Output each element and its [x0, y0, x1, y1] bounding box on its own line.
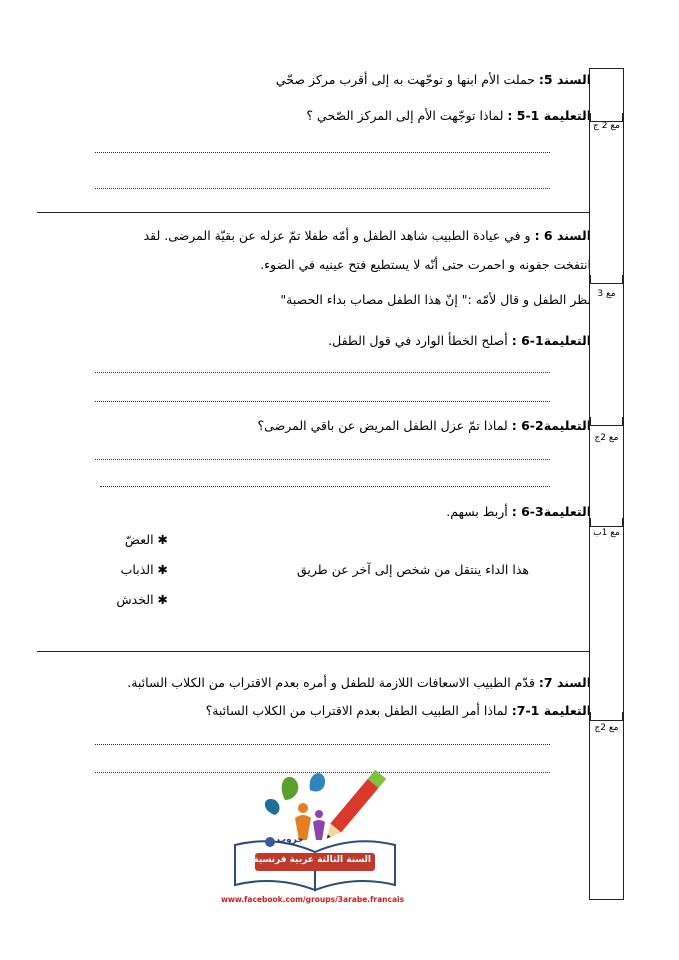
doc7-question-1 [206, 703, 591, 718]
grading-label: مع 2ج [594, 433, 619, 443]
facebook-icon [265, 837, 275, 847]
answer-line [100, 486, 550, 487]
answer-line [95, 459, 550, 460]
doc6-line-2: انتفخت جفونه و احمرت حتى أنّه لا يستطيع فتح عينيه في الضوء. [260, 257, 591, 272]
grading-column [589, 68, 624, 900]
answer-line [95, 401, 550, 402]
doc6-question-2 [258, 418, 591, 433]
leaf-icon [265, 799, 280, 815]
doc5-title: السند 5: [538, 72, 591, 87]
doc6-question-1 [328, 333, 591, 348]
doc6-line-3: نظر الطفل و قال لأمّه :" إنّ هذا الطفل مصاب بداء الحصبة" [280, 292, 591, 307]
section-divider [37, 212, 589, 213]
doc6-q2-label: التعليمة2-6 : [511, 418, 591, 433]
doc6-question-3 [446, 504, 591, 519]
figure-head-icon [315, 810, 323, 818]
doc7-line [127, 675, 591, 690]
doc6-text-1: و في عيادة الطبيب شاهد الطفل و أمّه طفلا تمّ عزله عن بقيّة المرضى. لقد [143, 228, 531, 243]
grading-label: مع 2ج [594, 723, 619, 733]
match-prompt: هذا الداء ينتقل من شخص إلى آخر عن طريق [296, 562, 529, 577]
section-divider [37, 651, 589, 652]
grading-box [590, 275, 623, 284]
doc6-q2-text: لماذا تمّ عزل الطفل المريض عن باقي المرضى؟ [257, 418, 508, 433]
leaf-icon [310, 773, 325, 791]
doc6-q1-label: التعليمة1-6 : [511, 333, 591, 348]
grading-label: مع 2 ج [593, 121, 620, 131]
answer-line [95, 372, 550, 373]
doc5-line [276, 72, 591, 87]
doc7-text: قدّم الطبيب الاسعافات اللازمة للطفل و أمره بعدم الاقتراب من الكلاب السائبة. [127, 675, 535, 690]
doc7-q1-text: لماذا أمر الطبيب الطفل بعدم الاقتراب من الكلاب السائبة؟ [205, 703, 508, 718]
logo-url: www.facebook.com/groups/3arabe.francais [221, 895, 405, 904]
answer-line [95, 744, 550, 745]
doc6-q3-text: أربط بسهم. [446, 504, 508, 519]
logo-group-label: جروب [277, 835, 304, 845]
logo-book-icon [215, 760, 415, 910]
doc6-q3-label: التعليمة3-6 : [511, 504, 591, 519]
doc7-title: السند 7: [538, 675, 591, 690]
logo [215, 760, 415, 910]
grading-box [590, 518, 623, 527]
doc5-text: حملت الأم ابنها و توجّهت به إلى أقرب مركز صحّي [275, 72, 535, 87]
doc5-q1-label: التعليمة 1-5 : [507, 108, 591, 123]
match-option: ✱ الخدش [116, 592, 168, 607]
match-option: ✱ العضّ [124, 532, 168, 547]
answer-line [95, 152, 550, 153]
answer-line [95, 188, 550, 189]
grading-box [590, 712, 623, 721]
leaf-icon [282, 777, 299, 800]
logo-banner-text: السنة الثالثة عربية فرنسية [253, 855, 371, 865]
pencil-icon [321, 770, 386, 843]
doc6-q1-text: أصلح الخطأ الوارد في قول الطفل. [328, 333, 508, 348]
figure-head-icon [298, 803, 308, 813]
match-option: ✱ الذباب [120, 562, 168, 577]
grading-box [590, 417, 623, 426]
doc7-q1-label: التعليمة 1-7: [511, 703, 591, 718]
doc5-question-1 [306, 108, 591, 123]
grading-label: مع 3 [597, 289, 616, 299]
grading-label: مع 1ب [593, 528, 620, 538]
doc6-title: السند 6 : [534, 228, 591, 243]
doc6-line-1 [144, 228, 591, 243]
doc5-q1-text: لماذا توجّهت الأم إلى المركز الصّحي ؟ [306, 108, 504, 123]
